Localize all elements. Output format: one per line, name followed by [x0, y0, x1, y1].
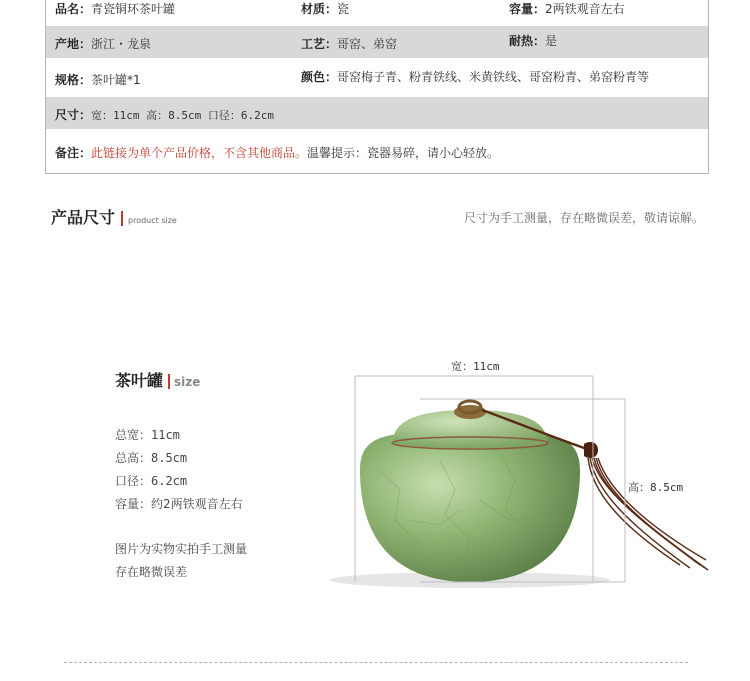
section-subtitle: product size [128, 216, 177, 225]
origin-value: 浙江・龙泉 [91, 37, 152, 51]
measurement-note: 尺寸为手工测量，存在略微误差，敬请谅解。 [463, 211, 704, 225]
color-key: 颜色： [301, 70, 338, 84]
spec-key: 规格： [55, 73, 92, 87]
detail-capacity: 容量：约2两铁观音左右 [115, 497, 243, 511]
remark-gray-text: 温馨提示：瓷器易碎，请小心轻放。 [307, 146, 500, 160]
color-value: 哥窑梅子青、粉青铁线、米黄铁线、哥窑粉青、弟窑粉青等 [337, 70, 650, 84]
product-title-text: 茶叶罐 [115, 371, 164, 390]
craft-value: 哥窑、弟窑 [337, 37, 398, 51]
name-value: 青瓷铜环茶叶罐 [91, 2, 176, 16]
photo-note-1: 图片为实物实拍手工测量 [115, 542, 248, 556]
name-key: 品名： [55, 2, 92, 16]
heat-key: 耐热： [509, 34, 546, 48]
tassel-fringe [588, 458, 708, 570]
material-key: 材质： [301, 2, 338, 16]
size-key: 尺寸： [55, 108, 92, 122]
height-dimension-label: 高：8.5cm [628, 481, 684, 494]
detail-total-height: 总高：8.5cm [115, 451, 188, 465]
remark-red-text: 此链接为单个产品价格，不含其他商品。 [91, 146, 308, 160]
remark-key: 备注： [55, 146, 92, 160]
detail-mouth: 口径：6.2cm [115, 474, 188, 488]
material-value: 瓷 [337, 2, 350, 16]
size-value: 宽：11cm 高：8.5cm 口径：6.2cm [91, 109, 274, 122]
capacity-key: 容量： [509, 2, 546, 16]
detail-total-width: 总宽：11cm [115, 428, 180, 442]
footer-divider [64, 662, 688, 663]
origin-key: 产地： [55, 37, 92, 51]
spec-value: 茶叶罐*1 [91, 73, 141, 87]
section-title: 产品尺寸 [51, 208, 116, 227]
heat-value: 是 [545, 34, 558, 48]
capacity-value: 2两铁观音左右 [545, 2, 625, 16]
jar-body [360, 432, 580, 582]
photo-note-2: 存在略微误差 [115, 565, 188, 579]
product-title-sub: size [174, 375, 201, 389]
width-dimension-label: 宽：11cm [451, 360, 500, 373]
craft-key: 工艺： [301, 37, 338, 51]
tassel-knot [584, 442, 598, 458]
